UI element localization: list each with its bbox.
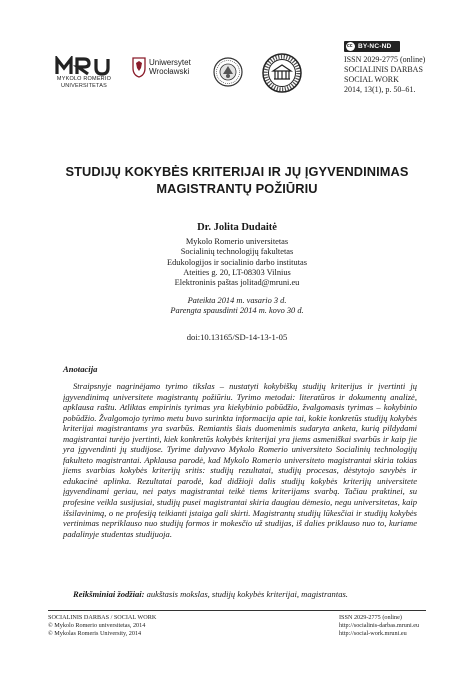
footer-copyright-lt: © Mykolo Romerio universitetas, 2014 <box>48 622 146 629</box>
affiliation <box>40 237 434 288</box>
cc-license-badge[interactable] <box>344 41 400 52</box>
affiliation-line: Socialinių technologijų fakultetas <box>180 247 294 257</box>
footer-copyright-en: © Mykolas Romeris University, 2014 <box>48 630 142 637</box>
footer-url-en[interactable]: http://social-work.mruni.eu <box>339 630 407 637</box>
title-line1: STUDIJŲ KOKYBĖS KRITERIJAI IR JŲ ĮGYVENDINIMAS <box>65 164 409 179</box>
author-name: Dr. Jolita Dudaitė <box>197 222 277 233</box>
university-seal-icon <box>213 57 243 87</box>
doi[interactable]: doi:10.13165/SD-14-13-1-05 <box>186 332 288 342</box>
journal-issn: ISSN 2029-2775 (online) <box>344 55 426 64</box>
footer-right <box>339 614 419 638</box>
accepted-date: Parengta spausdinti 2014 m. kovo 30 d. <box>170 306 304 316</box>
keywords-label: Reikšminiai žodžiai: <box>73 589 145 599</box>
footer-journal: SOCIALINIS DARBAS / SOCIAL WORK <box>48 614 157 621</box>
journal-name-en: SOCIAL WORK <box>344 75 399 84</box>
license-label: BY-NC-ND <box>358 43 392 50</box>
journal-info <box>344 55 469 95</box>
annotation-heading: Anotacija <box>63 364 98 374</box>
article-dates <box>40 296 434 317</box>
journal-issue: 2014, 13(1), p. 50–61. <box>344 85 416 94</box>
footer-issn: ISSN 2029-2775 (online) <box>339 614 402 621</box>
journal-name-lt: SOCIALINIS DARBAS <box>344 65 423 74</box>
mru-letters-icon <box>55 56 113 76</box>
keywords <box>63 589 417 600</box>
wroclaw-line2: Wrocławski <box>149 67 190 76</box>
wroclaw-line1: Uniwersytet <box>149 58 191 67</box>
cc-icon: cc <box>346 42 355 51</box>
footer-left <box>48 614 156 638</box>
mru-logo-line2: UNIVERSITETAS <box>61 82 107 89</box>
affiliation-line: Mykolo Romerio universitetas <box>185 237 289 246</box>
affiliation-line: Ateities g. 20, LT-08303 Vilnius <box>183 267 291 277</box>
footer-url-lt[interactable]: http://socialinis-darbas.mruni.eu <box>339 622 420 629</box>
keywords-text: aukštasis mokslas, studijų kokybės kriterijai, magistrantas. <box>144 589 348 599</box>
annotation-text: Straipsnyje nagrinėjamo tyrimo tikslas – nustatyti kokybiškų studijų kriterijus ir įvertinti jų įgyvendinimą universitete magistrantų požiūriu. Tyrimo metodai: literatūros ir dokumentų analizė, apklausa raštu. Atliktas empirinis tyrimas yra kiekybinio pobūdžio, žvalgomasis tyrimas – kokybinio pobūdžio. Žvalgomojo tyrimo metu buvo surinkta informacija apie tai, kokie konkretūs studijų kokybės kriterijai magistrantams yra svarbūs. Remiantis šiais duomenimis sudaryta anketa, kurią pildydami magistrantai turėjo įvertinti, kiek konkretūs kokybės kriterijai yra jiems asmeniškai svarbūs ir kaip jie yra įgyvendinti jų studijose. Tyrime dalyvavo Mykolo Romerio universiteto Socialinių technologijų fakulteto magistrantai. Apklausa parodė, kad Mykolo Romerio universiteto magistrantai skiria tokias jiems svarbias kokybės kriterijų sritis: studijų rezultatai, studijų procesas, dėstytojo savybės ir edukacinė aplinka. Rezultatai parodė, kad didžioji dalis studijų kokybės kriterijų universitete įgyvendinami geriau, nei patys magistrantai teikė tiems kriterijams svarbą. Tačiau praktinei, su profesine veikla susijusiai, studijų pusei magistrantai skiria daugiau dėmesio, negu universitetas, kaip išsilavinimą, o ne profesiją teikianti įstaiga gali skirti. Magistrantų studijų lūkesčiai ir studijų kokybės vertinimas nepriklauso nuo studijų formos ir mokesčio už studijas, iš dalies priklauso nuo to, kuriame padalinyje studentas studijuoja. <box>63 381 417 539</box>
mru-logo-line1: MYKOLO ROMERIO <box>56 76 112 82</box>
title-line2: MAGISTRANTŲ POŽIŪRIU <box>156 181 318 196</box>
tartu-seal-icon <box>262 53 302 93</box>
mru-logo <box>48 56 120 96</box>
submitted-date: Pateikta 2014 m. vasario 3 d. <box>187 296 287 305</box>
eagle-crest-icon <box>131 56 147 78</box>
footer-divider <box>48 610 426 611</box>
affiliation-email: Elektroninis paštas jolitad@mruni.eu <box>174 278 300 288</box>
wroclaw-logo <box>131 56 201 80</box>
article-title <box>40 163 434 197</box>
affiliation-line: Edukologijos ir socialinio darbo institutas <box>166 257 308 267</box>
